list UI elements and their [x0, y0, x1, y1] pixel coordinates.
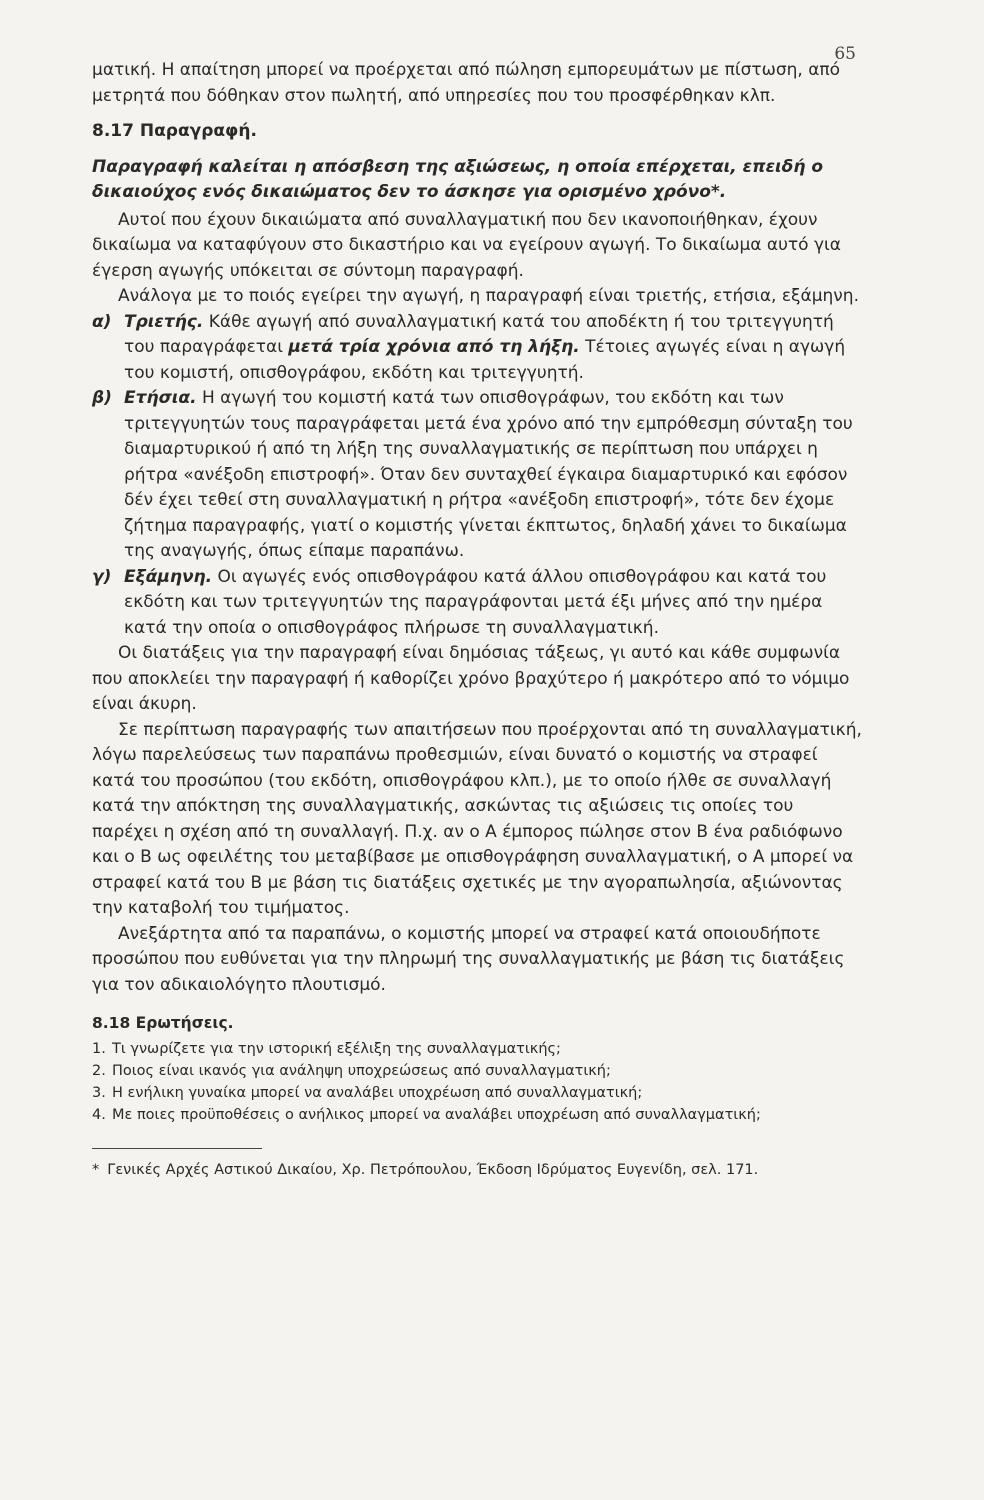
item-text: Η αγωγή του κομιστή κατά των οπισθογράφων, του εκδότη και των τριτεγγυητών τους παραγράφεται μετά ένα χρόνο από την εμπρόθεσμη σύνταξη του διαμαρτυρικού ή από τη λήξη της συναλλαγματικής σε περίπτωση που υπάρχει η ρήτρα «ανέξοδη επιστροφή». Όταν δεν συνταχθεί έγκαιρα διαμαρτυρικό και εφόσον δέν έχει τεθεί στη συναλλαγματική η ρήτρα «ανέξοδη επιστροφή», τότε δεν έχομε ζήτημα παραγραφής, γιατί ο κομιστής γίνεται έκπτωτος, δηλαδή χάνει το δικαίωμα της αναγωγής, όπως είπαμε παραπάνω. — [124, 388, 853, 561]
paragraph-underlying-claims: Σε περίπτωση παραγραφής των απαιτήσεων που προέρχονται από τη συναλλαγματική, λόγω παρελεύσεως των παραπάνω προθεσμιών, είναι δυνατό ο κομιστής να στραφεί κατά του προσώπου (του εκδότη, οπισθογράφου κλπ.), με το οποίο ήλθε σε συναλλαγή κατά την απόκτηση της συναλλαγματικής, ασκώντας τις αξιώσεις τις οποίες του παρέχει η σχέση από τη συναλλαγή. Π.χ. αν ο Α έμπορος πώλησε στον Β ένα ραδιόφωνο και ο Β ως οφειλέτης του μεταβίβασε με οπισθογράφηση συναλλαγματική, ο Α μπορεί να στραφεί κατά του Β με βάση τις διατάξεις σχετικές με την αγοραπωλησία, αξιώνοντας την καταβολή του τιμήματος. — [92, 719, 862, 918]
question-number: 3. — [92, 1085, 106, 1101]
item-title: Ετήσια. — [124, 388, 197, 408]
question-item — [92, 1038, 862, 1060]
question-text: Ποιος είναι ικανός για ανάληψη υποχρεώσεως από συναλλαγματική; — [112, 1063, 611, 1079]
definition-paragraph: Παραγραφή καλείται η απόσβεση της αξιώσεως, η οποία επέρχεται, επειδή ο δικαιούχος ενός δικαιώματος δεν το άσκησε για ορισμένο χρόνο*. — [92, 156, 824, 202]
questions-list — [92, 1038, 862, 1126]
question-text: Τι γνωρίζετε για την ιστορική εξέλιξη της συναλλαγματικής; — [112, 1041, 561, 1057]
paragraph-unjust-enrichment: Ανεξάρτητα από τα παραπάνω, ο κομιστής μπορεί να στραφεί κατά οποιουδήποτε προσώπου που ευθύνεται για την πληρωμή της συναλλαγματικής με βάση τις διατάξεις για τον αδικαιολόγητο πλουτισμό. — [92, 923, 845, 995]
paragraph-rights: Αυτοί που έχουν δικαιώματα από συναλλαγματική που δεν ικανοποιήθηκαν, έχουν δικαίωμα να καταφύγουν στο δικαστήριο και να εγείρουν αγωγή. Το δικαίωμα αυτό για έγερση αγωγής υπόκειται σε σύντομη παραγραφή. — [92, 209, 841, 281]
paragraph-types: Ανάλογα με το ποιός εγείρει την αγωγή, η παραγραφή είναι τριετής, ετήσια, εξάμηνη. — [118, 286, 859, 306]
item-text-after: Τέτοιες αγωγές είναι η αγωγή του κομιστή, οπισθογράφου, εκδότη και τριτεγγυητή. — [124, 337, 846, 383]
item-marker: γ) — [92, 566, 112, 587]
page-body — [92, 58, 862, 998]
question-text: Η ενήλικη γυναίκα μπορεί να αναλάβει υποχρέωση από συναλλαγματική; — [112, 1085, 643, 1101]
item-title: Εξάμηνη. — [124, 566, 213, 587]
item-text: Οι αγωγές ενός οπισθογράφου κατά άλλου οπισθογράφου και κατά του εκδότη και των τριτεγγυητών της παραγράφονται μετά έξι μήνες από την ημέρα κατά την οποία ο οπισθογράφος πλήρωσε τη συναλλαγματική. — [124, 566, 827, 638]
item-marker: α) — [92, 311, 112, 332]
list-item-triennial — [92, 310, 862, 387]
question-number: 4. — [92, 1107, 106, 1123]
item-text: Κάθε αγωγή από συναλλαγματική κατά του αποδέκτη ή του τριτεγγυητή του παραγράφεται — [124, 311, 834, 357]
question-item — [92, 1104, 862, 1126]
question-text: Με ποιες προϋποθέσεις ο ανήλικος μπορεί να αναλάβει υποχρέωση από συναλλαγματική; — [112, 1107, 761, 1123]
footnote — [92, 1159, 862, 1181]
question-number: 1. — [92, 1041, 106, 1057]
question-item — [92, 1060, 862, 1082]
list-item-annual — [92, 386, 862, 565]
questions-section — [92, 1012, 862, 1126]
footnote-divider — [92, 1148, 262, 1149]
section-heading-8-18: 8.18 Ερωτήσεις. — [92, 1014, 234, 1032]
item-title: Τριετής. — [124, 311, 204, 332]
item-marker: β) — [92, 388, 112, 408]
continuation-paragraph: ματική. Η απαίτηση μπορεί να προέρχεται από πώληση εμπορευμάτων με πίστωση, από μετρητά που δόθηκαν στον πωλητή, από υπηρεσίες που του προσφέρθηκαν κλπ. — [92, 60, 841, 106]
section-heading-8-17: 8.17 Παραγραφή. — [92, 121, 257, 141]
item-emphasis: μετά τρία χρόνια από τη λήξη. — [288, 337, 580, 357]
list-item-six-month — [92, 565, 862, 642]
page-number: 65 — [834, 44, 856, 64]
question-number: 2. — [92, 1063, 106, 1079]
question-item — [92, 1082, 862, 1104]
footnote-text: Γενικές Αρχές Αστικού Δικαίου, Χρ. Πετρόπουλου, Έκδοση Ιδρύματος Ευγενίδη, σελ. 171. — [107, 1162, 759, 1178]
paragraph-public-order: Οι διατάξεις για την παραγραφή είναι δημόσιας τάξεως, γι αυτό και κάθε συμφωνία που αποκλείει την παραγραφή ή καθορίζει χρόνο βραχύτερο ή μακρότερο από το νόμιμο είναι άκυρη. — [92, 643, 850, 714]
footnote-mark: * — [92, 1162, 100, 1178]
